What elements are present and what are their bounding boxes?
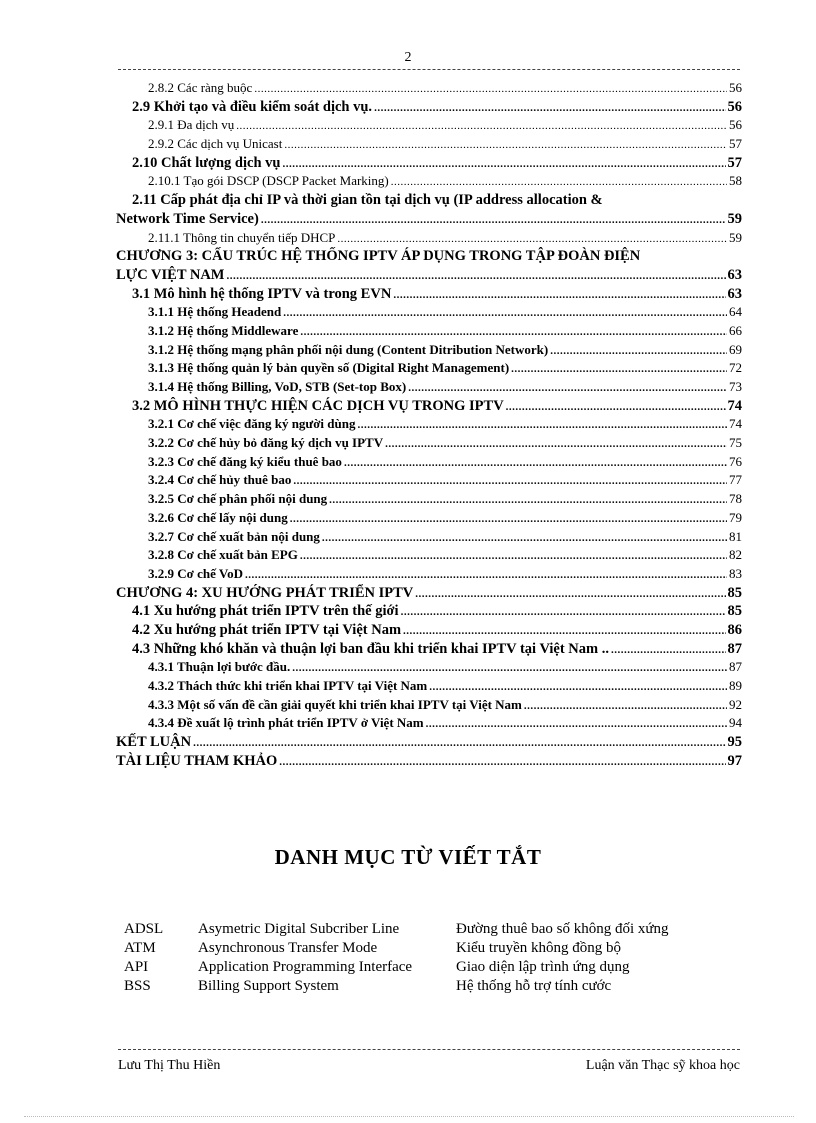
toc-leader-dots	[300, 547, 727, 565]
toc-leader-dots	[344, 454, 727, 472]
toc-page-number: 75	[729, 435, 742, 451]
toc-page-number: 83	[729, 565, 742, 581]
toc-entry-title: 3.2.6 Cơ chế lấy nội dung	[148, 509, 288, 525]
toc-leader-dots	[337, 230, 727, 248]
toc-entry-title: 4.3.1 Thuận lợi bước đầu.	[148, 659, 291, 675]
toc-entry-title: 3.1.3 Hệ thống quản lý bản quyền số (Digital Right Management)	[148, 360, 510, 376]
toc-entry[interactable]	[116, 453, 742, 472]
abbreviation-vietnamese: Kiểu truyền không đồng bộ	[456, 940, 621, 956]
toc-entry[interactable]	[116, 191, 742, 210]
toc-page-number: 77	[729, 472, 742, 488]
abbreviations-title: DANH MỤC TỪ VIẾT TẮT	[274, 845, 542, 869]
toc-leader-dots	[393, 286, 725, 304]
toc-entry[interactable]	[116, 471, 742, 490]
toc-page-number: 76	[729, 453, 742, 469]
toc-leader-dots	[261, 211, 726, 229]
toc-entry-title: 3.2.2 Cơ chế hủy bỏ đăng ký dịch vụ IPTV	[148, 435, 384, 451]
toc-entry[interactable]	[116, 98, 742, 117]
toc-entry-title: 3.2.4 Cơ chế hủy thuê bao	[148, 472, 292, 488]
footer-degree: Luận văn Thạc sỹ khoa học	[585, 1058, 740, 1073]
toc-leader-dots	[415, 585, 725, 603]
toc-leader-dots	[429, 678, 727, 696]
toc-entry-title: 3.1.2 Hệ thống mạng phân phối nội dung (Content Ditribution Network)	[148, 341, 549, 357]
toc-page-number: 56	[729, 80, 742, 95]
toc-page-number: 69	[729, 341, 742, 357]
toc-entry-title: 3.1.4 Hệ thống Billing, VoD, STB (Set-top Box)	[148, 379, 407, 394]
toc-leader-dots	[408, 379, 727, 397]
toc-entry[interactable]	[116, 397, 742, 416]
toc-leader-dots	[284, 136, 727, 154]
toc-page-number: 85	[727, 584, 742, 601]
toc-entry[interactable]	[116, 714, 742, 733]
toc-entry-title: 3.2.9 Cơ chế VoD	[148, 565, 243, 581]
abbreviation-english: Asynchronous Transfer Mode	[198, 940, 378, 956]
toc-leader-dots	[236, 117, 727, 135]
toc-entry[interactable]	[116, 677, 742, 696]
toc-entry-title-continuation: Network Time Service)	[116, 210, 259, 227]
footer-author: Lưu Thị Thu Hiền	[118, 1058, 221, 1073]
toc-leader-dots	[357, 416, 727, 434]
page-bottom-border	[24, 1116, 794, 1117]
toc-page-number: 79	[729, 509, 742, 525]
toc-leader-dots	[292, 659, 727, 677]
toc-entry[interactable]	[116, 546, 742, 565]
toc-entry[interactable]	[116, 528, 742, 547]
toc-page-number: 97	[727, 752, 742, 769]
toc-entry-continuation[interactable]	[116, 266, 742, 285]
toc-entry-title: 2.11 Cấp phát địa chỉ IP và thời gian tồn tại dịch vụ (IP address allocation &	[132, 192, 603, 209]
toc-entry-title: 3.2.1 Cơ chế việc đăng ký người dùng	[148, 416, 356, 432]
toc-entry[interactable]	[116, 79, 742, 98]
toc-page-number: 89	[729, 678, 742, 693]
toc-entry[interactable]	[116, 733, 742, 752]
toc-leader-dots	[300, 323, 727, 341]
toc-entry-title: 3.1 Mô hình hệ thống IPTV và trong EVN	[132, 285, 392, 302]
toc-entry[interactable]	[116, 584, 742, 603]
toc-page-number: 82	[729, 547, 742, 563]
toc-page-number: 87	[729, 659, 742, 675]
toc-entry-title: 2.10.1 Tạo gói DSCP (DSCP Packet Marking)	[148, 173, 389, 189]
toc-leader-dots	[611, 641, 726, 659]
toc-entry[interactable]	[116, 359, 742, 378]
toc-page-number: 95	[727, 734, 742, 751]
toc-leader-dots	[245, 566, 727, 584]
abbreviation-english: Billing Support System	[198, 978, 339, 994]
abbreviation-vietnamese: Giao diện lập trình ứng dụng	[456, 959, 630, 975]
toc-leader-dots	[550, 342, 727, 360]
toc-entry-title: 3.2 MÔ HÌNH THỰC HIỆN CÁC DỊCH VỤ TRONG IPTV	[132, 397, 504, 414]
header-rule	[118, 69, 740, 70]
page-footer	[118, 1058, 740, 1074]
toc-entry-title: 3.2.8 Cơ chế xuất bản EPG	[148, 547, 298, 563]
toc-entry-title: CHƯƠNG 4: XU HƯỚNG PHÁT TRIỂN IPTV	[116, 584, 414, 601]
abbreviation-row	[124, 939, 724, 958]
footer-rule	[118, 1049, 740, 1050]
abbreviation-row	[124, 920, 724, 939]
abbreviation-row	[124, 977, 724, 996]
abbreviation-vietnamese: Đường thuê bao số không đối xứng	[456, 921, 669, 937]
toc-leader-dots	[254, 80, 727, 98]
toc-page-number: 74	[729, 416, 742, 432]
toc-leader-dots	[329, 491, 727, 509]
toc-entry[interactable]	[116, 640, 742, 659]
toc-page-number: 72	[729, 360, 742, 376]
toc-page-number: 64	[729, 304, 742, 320]
toc-entry[interactable]	[116, 434, 742, 453]
toc-entry[interactable]	[116, 509, 742, 528]
abbreviation-term: API	[124, 959, 149, 975]
toc-leader-dots	[511, 360, 727, 378]
toc-entry[interactable]	[116, 490, 742, 509]
toc-entry[interactable]	[116, 322, 742, 341]
toc-entry-title: 3.1.2 Hệ thống Middleware	[148, 322, 299, 338]
toc-entry-title: 2.9 Khởi tạo và điều kiểm soát dịch vụ.	[132, 98, 373, 115]
toc-page-number: 58	[729, 173, 742, 189]
toc-leader-dots	[524, 697, 727, 715]
toc-leader-dots	[282, 155, 725, 173]
toc-leader-dots	[279, 753, 725, 771]
toc-entry-title: 3.2.7 Cơ chế xuất bản nội dung	[148, 528, 320, 544]
toc-leader-dots	[506, 398, 726, 416]
abbreviation-row	[124, 958, 724, 977]
toc-entry-title: CHƯƠNG 3: CẤU TRÚC HỆ THỐNG IPTV ÁP DỤNG TRONG TẬP ĐOÀN ĐIỆN	[116, 248, 641, 265]
toc-entry-title: 4.3.4 Đề xuất lộ trình phát triển IPTV ở Việt Nam	[148, 715, 424, 731]
toc-page-number: 63	[727, 285, 742, 302]
toc-entry[interactable]	[116, 341, 742, 360]
abbreviation-english: Asymetric Digital Subcriber Line	[198, 921, 400, 937]
toc-entry[interactable]	[116, 285, 742, 304]
toc-entry-title: 2.11.1 Thông tin chuyển tiếp DHCP	[148, 229, 336, 245]
toc-entry[interactable]	[116, 602, 742, 621]
page-number: 2	[404, 50, 412, 65]
toc-entry[interactable]	[116, 378, 742, 397]
toc-page-number: 56	[727, 98, 742, 115]
toc-leader-dots	[401, 603, 726, 621]
toc-entry-title: 3.2.5 Cơ chế phân phối nội dung	[148, 491, 328, 507]
toc-entry-title: 2.9.1 Đa dịch vụ	[148, 117, 235, 133]
toc-entry[interactable]	[116, 658, 742, 677]
toc-entry[interactable]	[116, 752, 742, 771]
toc-entry-title: 3.1.1 Hệ thống Headend	[148, 304, 282, 320]
toc-entry[interactable]	[116, 303, 742, 322]
toc-entry-title: 2.9.2 Các dịch vụ Unicast	[148, 136, 283, 152]
abbreviations-table	[124, 920, 724, 996]
toc-entry-continuation[interactable]	[116, 210, 742, 229]
toc-page-number: 94	[729, 715, 742, 731]
toc-page-number: 87	[727, 640, 742, 657]
abbreviation-term: BSS	[124, 978, 151, 994]
toc-entry[interactable]	[116, 135, 742, 154]
table-of-contents	[116, 79, 742, 770]
toc-entry-title: 4.3.3 Một số vấn đề cần giải quyết khi triển khai IPTV tại Việt Nam	[148, 696, 522, 712]
toc-page-number: 59	[727, 210, 742, 227]
toc-page-number: 73	[729, 379, 742, 394]
toc-entry-title: 2.10 Chất lượng dịch vụ	[132, 154, 281, 171]
toc-entry[interactable]	[116, 229, 742, 248]
toc-page-number: 59	[729, 229, 742, 245]
toc-entry[interactable]	[116, 247, 742, 266]
toc-entry-title: 4.2 Xu hướng phát triển IPTV tại Việt Nam	[132, 621, 402, 638]
toc-entry[interactable]	[116, 621, 742, 640]
toc-leader-dots	[385, 435, 727, 453]
toc-page-number: 74	[727, 397, 742, 414]
toc-leader-dots	[283, 304, 727, 322]
toc-leader-dots	[426, 715, 727, 733]
toc-entry-title: 2.8.2 Các ràng buộc	[148, 80, 253, 95]
toc-leader-dots	[293, 472, 727, 490]
toc-entry[interactable]	[116, 154, 742, 173]
toc-leader-dots	[193, 734, 725, 752]
toc-page-number: 66	[729, 322, 742, 338]
toc-leader-dots	[374, 99, 725, 117]
toc-page-number: 86	[727, 621, 742, 638]
toc-entry[interactable]	[116, 696, 742, 715]
toc-leader-dots	[227, 267, 726, 285]
toc-entry[interactable]	[116, 415, 742, 434]
toc-page-number: 85	[727, 603, 742, 620]
toc-leader-dots	[403, 622, 725, 640]
toc-entry-title: 4.1 Xu hướng phát triển IPTV trên thế giới	[132, 603, 399, 620]
toc-entry[interactable]	[116, 565, 742, 584]
toc-page-number: 57	[727, 154, 742, 171]
toc-page-number: 57	[729, 136, 742, 152]
toc-entry[interactable]	[116, 116, 742, 135]
toc-entry-title: KẾT LUẬN	[116, 734, 192, 751]
toc-page-number: 56	[729, 117, 742, 133]
toc-entry-title: TÀI LIỆU THAM KHẢO	[116, 752, 278, 769]
toc-entry-title-continuation: LỰC VIỆT NAM	[116, 266, 225, 283]
toc-page-number: 63	[727, 266, 742, 283]
toc-leader-dots	[322, 529, 727, 547]
abbreviation-english: Application Programming Interface	[198, 959, 413, 975]
toc-page-number: 81	[729, 528, 742, 544]
toc-entry-title: 4.3.2 Thách thức khi triển khai IPTV tại Việt Nam	[148, 678, 428, 693]
toc-page-number: 92	[729, 696, 742, 712]
toc-entry[interactable]	[116, 172, 742, 191]
abbreviation-term: ATM	[124, 940, 156, 956]
toc-entry-title: 4.3 Những khó khăn và thuận lợi ban đầu khi triển khai IPTV tại Việt Nam ..	[132, 640, 609, 657]
abbreviation-vietnamese: Hệ thống hỗ trợ tính cước	[456, 978, 612, 994]
toc-leader-dots	[391, 173, 727, 191]
toc-leader-dots	[290, 510, 727, 528]
toc-entry-title: 3.2.3 Cơ chế đăng ký kiểu thuê bao	[148, 453, 342, 469]
abbreviation-term: ADSL	[124, 921, 164, 937]
toc-page-number: 78	[729, 491, 742, 507]
